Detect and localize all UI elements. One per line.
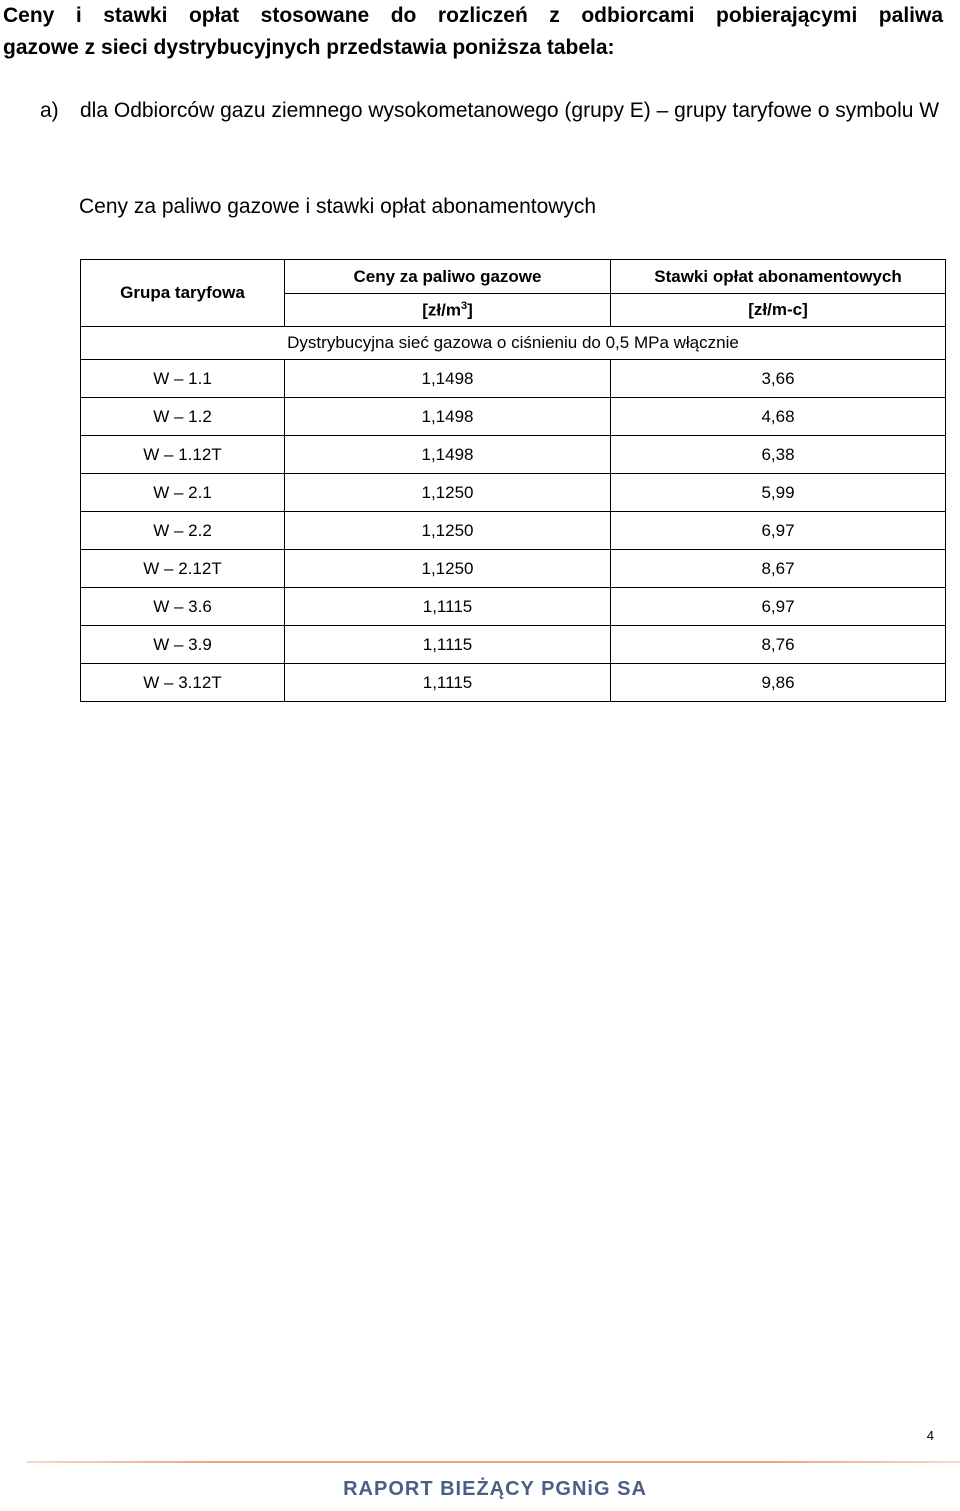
- footer-divider: [27, 1461, 960, 1463]
- group-cell: W – 2.2: [81, 512, 285, 550]
- price-cell: 1,1250: [285, 512, 611, 550]
- table-row: [81, 550, 946, 588]
- price-unit-prefix: [zł/m: [422, 300, 461, 320]
- table-row: [81, 360, 946, 398]
- header-fee: Stawki opłat abonamentowych: [611, 260, 946, 294]
- table-row: [81, 664, 946, 702]
- table-row: [81, 474, 946, 512]
- price-cell: 1,1250: [285, 474, 611, 512]
- price-cell: 1,1498: [285, 360, 611, 398]
- list-marker: a): [40, 99, 59, 122]
- page-number: 4: [926, 1428, 934, 1443]
- fee-cell: 6,97: [611, 512, 946, 550]
- group-cell: W – 2.12T: [81, 550, 285, 588]
- group-cell: W – 1.12T: [81, 436, 285, 474]
- band-row: [81, 327, 946, 360]
- price-cell: 1,1250: [285, 550, 611, 588]
- table-row: [81, 436, 946, 474]
- price-cell: 1,1498: [285, 436, 611, 474]
- footer-brand: RAPORT BIEŻĄCY PGNiG SA: [343, 1478, 647, 1500]
- header-price: Ceny za paliwo gazowe: [285, 260, 611, 294]
- group-cell: W – 3.6: [81, 588, 285, 626]
- fee-cell: 8,67: [611, 550, 946, 588]
- table-row: [81, 588, 946, 626]
- price-unit-suffix: ]: [467, 300, 473, 320]
- group-cell: W – 3.9: [81, 626, 285, 664]
- fee-cell: 6,97: [611, 588, 946, 626]
- fee-cell: 8,76: [611, 626, 946, 664]
- list-item-text: dla Odbiorców gazu ziemnego wysokometanowego (grupy E) – grupy taryfowe o symbolu W: [80, 99, 940, 122]
- fee-cell: 5,99: [611, 474, 946, 512]
- table-row: [81, 398, 946, 436]
- group-cell: W – 1.1: [81, 360, 285, 398]
- fee-cell: 9,86: [611, 664, 946, 702]
- price-cell: 1,1498: [285, 398, 611, 436]
- band-label: Dystrybucyjna sieć gazowa o ciśnieniu do 0,5 MPa włącznie: [81, 327, 946, 360]
- price-cell: 1,1115: [285, 664, 611, 702]
- tariff-table: [80, 259, 946, 702]
- intro-line-1: Ceny i stawki opłat stosowane do rozliczeń z odbiorcami pobierającymi paliwa: [3, 4, 943, 27]
- price-cell: 1,1115: [285, 626, 611, 664]
- price-cell: 1,1115: [285, 588, 611, 626]
- header-group: Grupa taryfowa: [81, 260, 285, 327]
- intro-line-2: gazowe z sieci dystrybucyjnych przedstawia poniższa tabela:: [3, 36, 615, 59]
- intro-paragraph: [3, 0, 943, 64]
- table-row: [81, 626, 946, 664]
- group-cell: W – 1.2: [81, 398, 285, 436]
- fee-cell: 3,66: [611, 360, 946, 398]
- group-cell: W – 2.1: [81, 474, 285, 512]
- header-fee-unit: [zł/m-c]: [611, 294, 946, 327]
- header-price-unit: [285, 294, 611, 327]
- fee-cell: 4,68: [611, 398, 946, 436]
- header-row: [81, 260, 946, 294]
- table-row: [81, 512, 946, 550]
- table-subtitle: Ceny za paliwo gazowe i stawki opłat abonamentowych: [79, 195, 597, 218]
- group-cell: W – 3.12T: [81, 664, 285, 702]
- fee-cell: 6,38: [611, 436, 946, 474]
- price-unit-superscript: 3: [460, 299, 468, 312]
